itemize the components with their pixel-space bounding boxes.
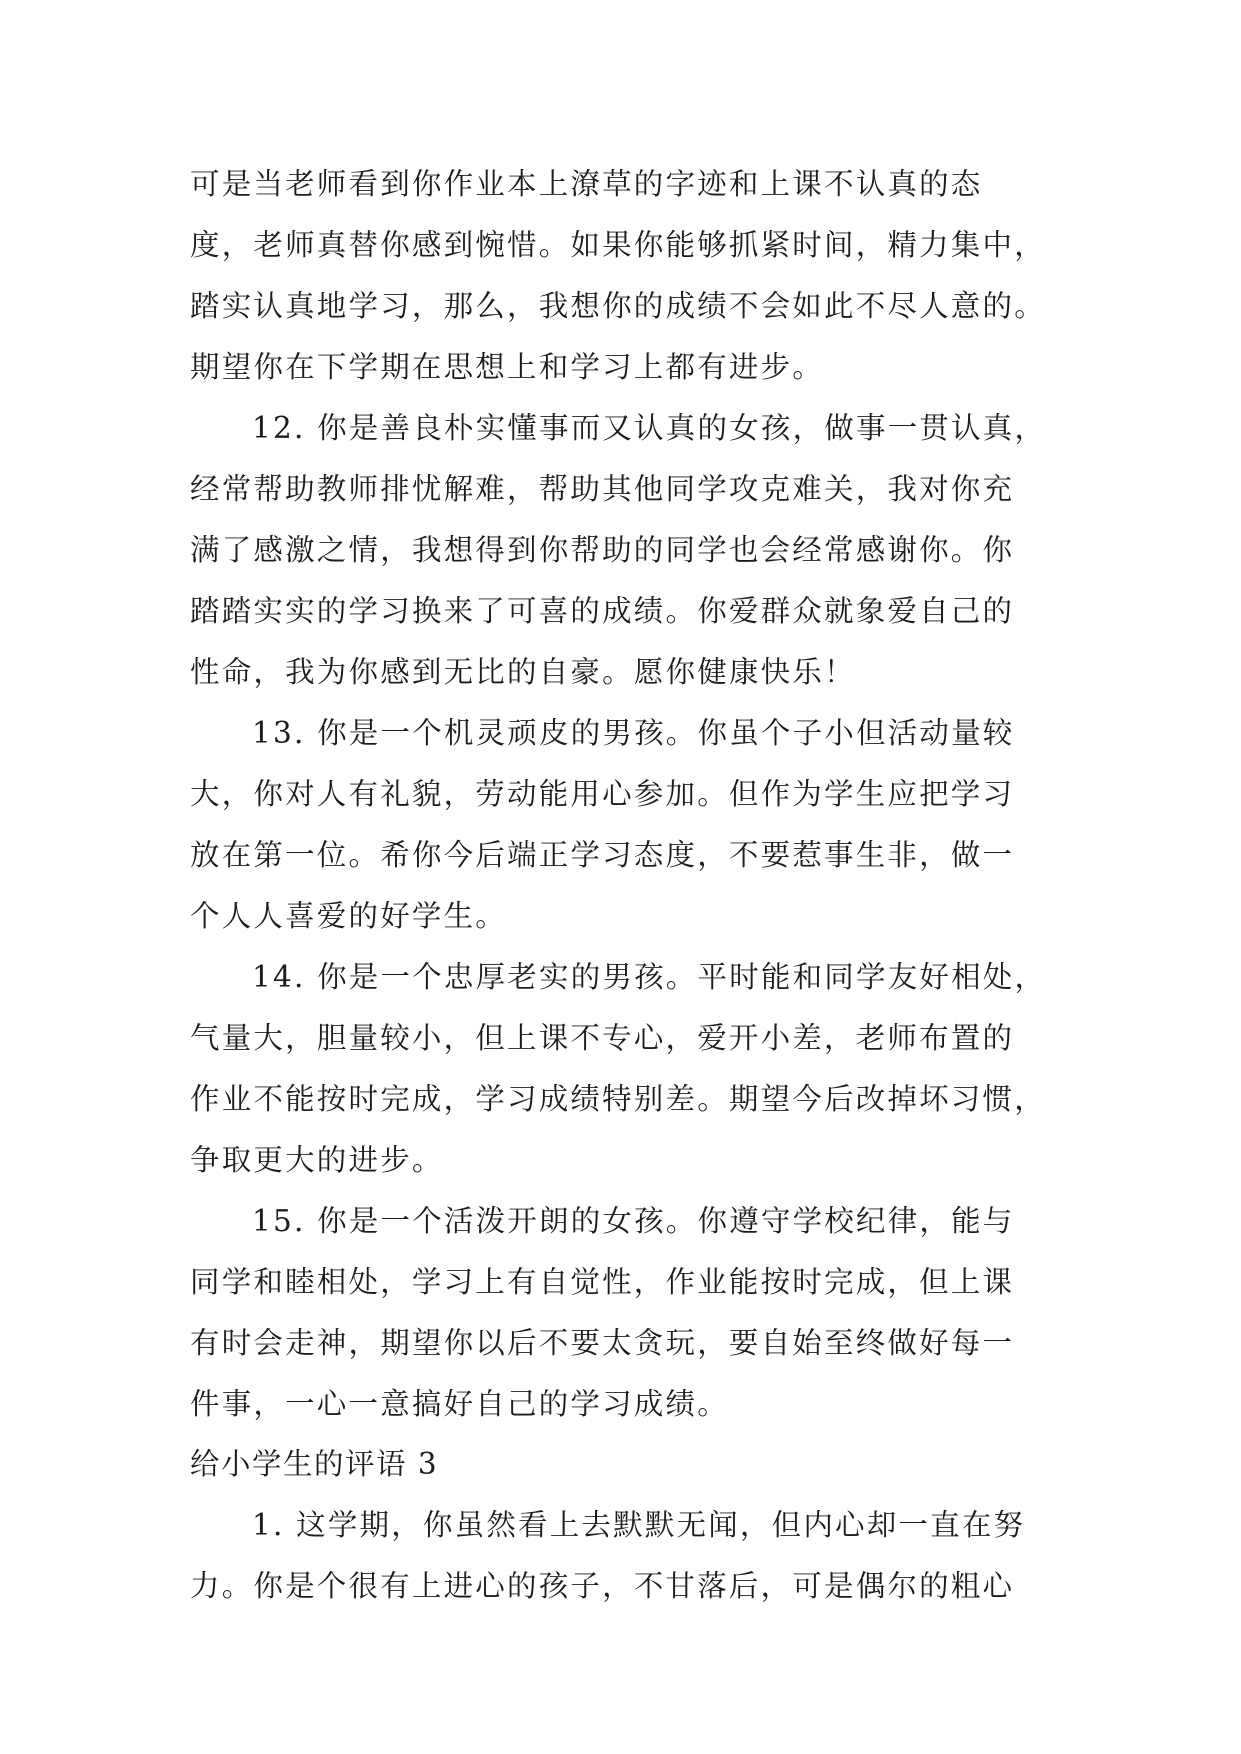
paragraph-line: 踏实认真地学习，那么，我想你的成绩不会如此不尽人意的。 — [190, 289, 1046, 323]
paragraph-line: 件事，一心一意搞好自己的学习成绩。 — [190, 1387, 729, 1421]
comment-1-first-line: 1. 这学期，你虽然看上去默默无闻，但内心却一直在努 — [252, 1508, 1026, 1542]
paragraph-line: 放在第一位。希你今后端正学习态度，不要惹事生非，做一 — [190, 838, 1015, 872]
paragraph-line: 经常帮助教师排忧解难，帮助其他同学攻克难关，我对你充 — [190, 472, 1015, 506]
paragraph-line: 作业不能按时完成，学习成绩特别差。期望今后改掉坏习惯， — [190, 1082, 1046, 1116]
paragraph-line: 气量大，胆量较小，但上课不专心，爱开小差，老师布置的 — [190, 1021, 1015, 1055]
section-heading: 给小学生的评语 3 — [190, 1447, 439, 1481]
paragraph-line: 大，你对人有礼貌，劳动能用心参加。但作为学生应把学习 — [190, 777, 1015, 811]
paragraph-line: 个人人喜爱的好学生。 — [190, 899, 508, 933]
comment-12-first-line: 12. 你是善良朴实懂事而又认真的女孩，做事一贯认真， — [252, 411, 1047, 445]
paragraph-line: 度，老师真替你感到惋惜。如果你能够抓紧时间，精力集中， — [190, 228, 1046, 262]
paragraph-line: 性命，我为你感到无比的自豪。愿你健康快乐！ — [190, 655, 856, 689]
comment-13-first-line: 13. 你是一个机灵顽皮的男孩。你虽个子小但活动量较 — [252, 716, 1015, 750]
paragraph-line: 可是当老师看到你作业本上潦草的字迹和上课不认真的态 — [190, 167, 983, 201]
paragraph-line: 踏踏实实的学习换来了可喜的成绩。你爱群众就象爱自己的 — [190, 594, 1015, 628]
paragraph-line: 期望你在下学期在思想上和学习上都有进步。 — [190, 350, 825, 384]
paragraph-line: 力。你是个很有上进心的孩子，不甘落后，可是偶尔的粗心 — [190, 1569, 1015, 1603]
paragraph-line: 满了感激之情，我想得到你帮助的同学也会经常感谢你。你 — [190, 533, 1015, 567]
paragraph-line: 有时会走神，期望你以后不要太贪玩，要自始至终做好每一 — [190, 1326, 1015, 1360]
paragraph-line: 同学和睦相处，学习上有自觉性，作业能按时完成，但上课 — [190, 1265, 1015, 1299]
comment-14-first-line: 14. 你是一个忠厚老实的男孩。平时能和同学友好相处， — [252, 960, 1047, 994]
paragraph-line: 争取更大的进步。 — [190, 1143, 444, 1177]
comment-15-first-line: 15. 你是一个活泼开朗的女孩。你遵守学校纪律，能与 — [252, 1204, 1015, 1238]
